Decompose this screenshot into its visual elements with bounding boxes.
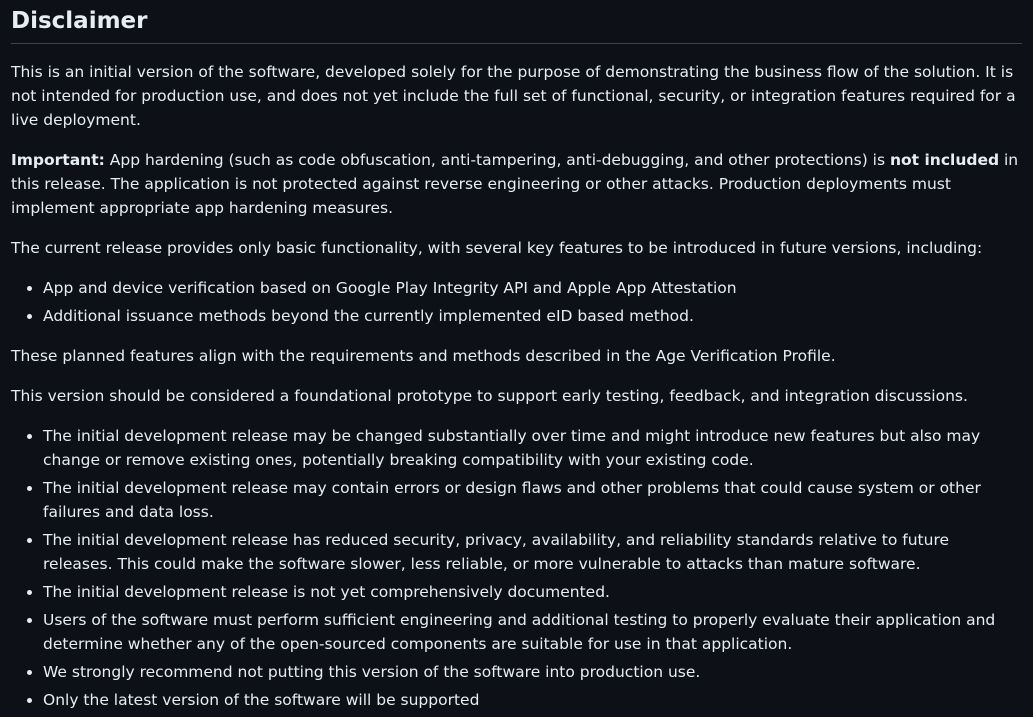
prototype-note: This version should be considered a foundational prototype to support early testing, feedback, and integration discussions. [11,387,968,405]
important-text-before: App hardening (such as code obfuscation, anti-tampering, anti-debugging, and other protections) is [104,151,890,169]
list-item: • Users of the software must perform sufficient engineering and additional testing to properly evaluate their application and determine whether any of the open-sourced components are suitable for use in that application. [43,608,1022,656]
important-paragraph [11,148,1022,220]
features-intro: The current release provides only basic functionality, with several key features to be introduced in future versions, including: [11,239,983,257]
list-item: • The initial development release has reduced security, privacy, availability, and reliability standards relative to future releases. This could make the software slower, less reliable, or more vulnerable to attacks than mature software. [43,528,1022,576]
intro-paragraph: This is an initial version of the software, developed solely for the purpose of demonstrating the business flow of the solution. It is not intended for production use, and does not yet include the full set of functional, security, or integration features required for a live deployment. [11,63,1016,129]
important-bold-phrase: not included [889,151,1000,169]
list-item: • The initial development release is not yet comprehensively documented. [43,580,1022,604]
list-item: • App and device verification based on Google Play Integrity API and Apple App Attestation [43,276,1022,300]
list-item: • Only the latest version of the software will be supported [43,688,1022,712]
disclaimer-heading: Disclaimer [11,0,1022,44]
list-item: • We strongly recommend not putting this version of the software into production use. [43,660,1022,684]
list-item: • The initial development release may contain errors or design flaws and other problems that could cause system or other failures and data loss. [43,476,1022,524]
planned-features-note: These planned features align with the requirements and methods described in the Age Verification Profile. [11,347,836,365]
list-item: • Additional issuance methods beyond the currently implemented eID based method. [43,304,1022,328]
caveats-list [11,424,1022,712]
important-label: Important: [11,151,105,169]
list-item: • The initial development release may be changed substantially over time and might introduce new features but also may change or remove existing ones, potentially breaking compatibility with your existing code. [43,424,1022,472]
important-text-after: in this release. The application is not protected against reverse engineering or other attacks. Production deployments must implement appropriate app hardening measures. [11,151,1019,217]
features-list [11,276,1022,328]
